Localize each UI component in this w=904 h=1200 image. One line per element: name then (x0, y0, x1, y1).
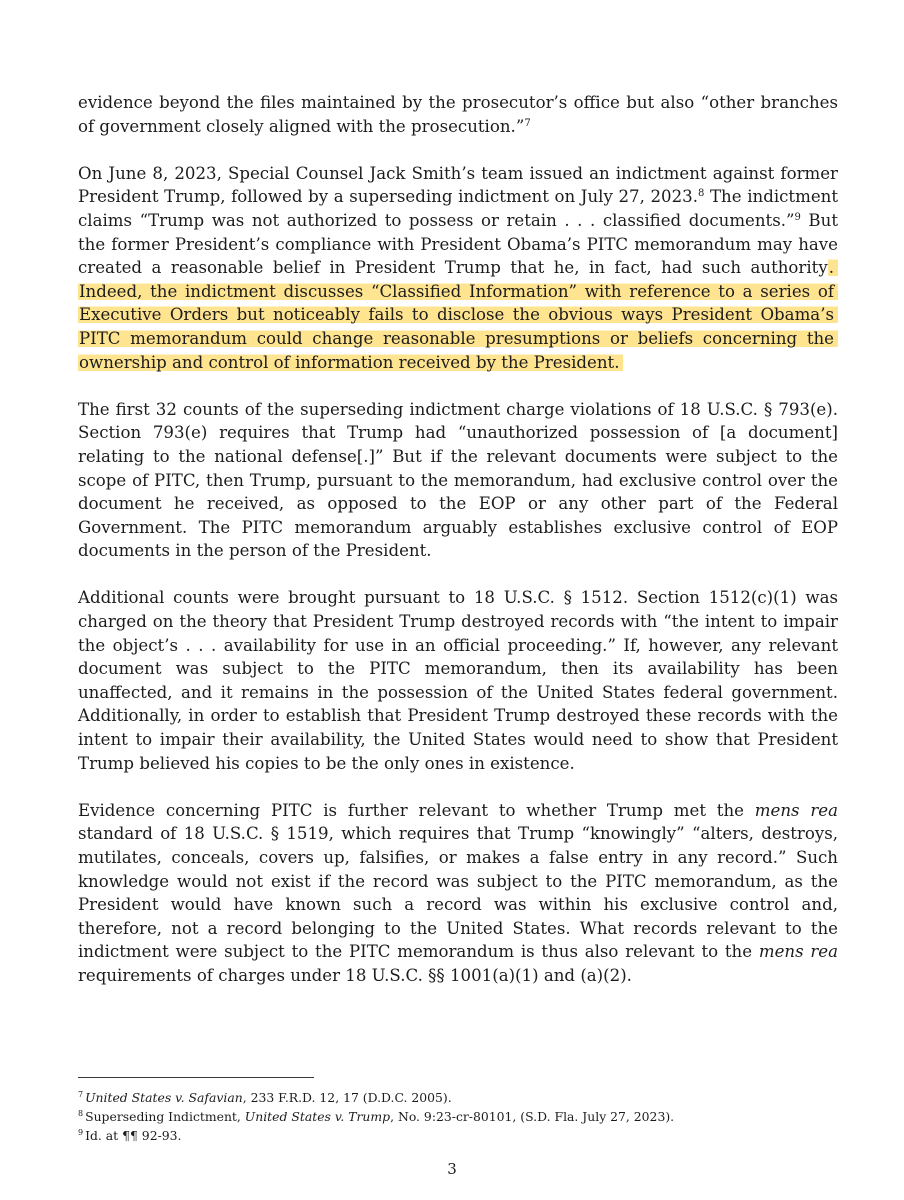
paragraph-text: The indictment claims “Trump was not authorized to possess or retain . . . classified documents.” (78, 187, 838, 230)
footnote-ref-7[interactable]: 7 (524, 117, 531, 129)
case-name: United States v. Trump (244, 1109, 391, 1124)
citation-text: , 233 F.R.D. 12, 17 (D.D.C. 2005). (242, 1090, 452, 1105)
paragraph-safavian-evidence (78, 91, 838, 138)
footnote-8 (78, 1107, 838, 1126)
highlighted-passage: . Indeed, the indictment discusses “Classified Information” with reference to a series of Executive Orders but noticeably fails to disclose the obvious ways President Obama’s PITC memorandum could change reasonable presumptions or beliefs concerning the ownership and control of information received by the President. (78, 258, 838, 371)
footnote-7 (78, 1088, 838, 1107)
document-page (78, 91, 838, 1011)
paragraph-text: Additional counts were brought pursuant to 18 U.S.C. § 1512. Section 1512(c)(1) was charged on the theory that President Trump destroyed records with “the intent to impair the object’s . . . availability for use in an official proceeding.” If, however, any relevant document was subject to the PITC memorandum, then its availability has been unaffected, and it remains in the possession of the United States federal government. Additionally, in order to establish that President Trump destroyed these records with the intent to impair their availability, the United States would need to show that President Trump believed his copies to be the only ones in existence. (78, 588, 838, 773)
footnote-9 (78, 1126, 838, 1145)
paragraph-text: standard of 18 U.S.C. § 1519, which requires that Trump “knowingly” “alters, destroys, mutilates, conceals, covers up, falsifies, or makes a false entry in any record.” Such knowledge would not exist if the record was subject to the PITC memorandum, as the President would have known such a record was within his exclusive control and, therefore, not a record belonging to the United States. What records relevant to the indictment were subject to the PITC memorandum is thus also relevant to the (78, 824, 838, 962)
case-name: United States v. Safavian (85, 1090, 243, 1105)
page-number: 3 (447, 1160, 457, 1178)
footnote-number: 7 (78, 1090, 84, 1099)
footnote-ref-8[interactable]: 8 (697, 188, 705, 200)
footnotes-section (78, 1077, 838, 1145)
footnote-ref-9[interactable]: 9 (794, 211, 801, 223)
paragraph-text: Evidence concerning PITC is further relevant to whether Trump met the (78, 800, 755, 820)
footnote-divider (78, 1077, 314, 1078)
paragraph-indictment (78, 162, 838, 374)
paragraph-text: requirements of charges under 18 U.S.C. §§ 1001(a)(1) and (a)(2). (78, 965, 632, 985)
paragraph-text: But the former President’s compliance with President Obama’s PITC memorandum may have created a reasonable belief in President Trump that he, in fact, had such authority (78, 210, 838, 278)
paragraph-section-1512 (78, 586, 838, 775)
paragraph-section-793e (78, 398, 838, 563)
paragraph-text: On June 8, 2023, Special Counsel Jack Smith’s team issued an indictment against former President Trump, followed by a superseding indictment on July 27, 2023. (78, 163, 838, 207)
footnote-number: 8 (78, 1109, 84, 1118)
paragraph-mens-rea (78, 799, 838, 988)
citation-text: Id. at ¶¶ 92-93. (85, 1128, 182, 1143)
citation-text: Superseding Indictment, (85, 1109, 245, 1124)
paragraph-text: The first 32 counts of the superseding indictment charge violations of 18 U.S.C. § 793(e). Section 793(e) requires that Trump had “unauthorized possession of [a document] relating to the national defense[.]” But if the relevant documents were subject to the scope of PITC, then Trump, pursuant to the memorandum, had exclusive control over the document he received, as opposed to the EOP or any other part of the Federal Government. The PITC memorandum arguably establishes exclusive control of EOP documents in the person of the President. (78, 399, 838, 561)
italic-term: mens rea (758, 942, 838, 962)
citation-text: , No. 9:23-cr-80101, (S.D. Fla. July 27, 2023). (390, 1109, 675, 1124)
paragraph-text: evidence beyond the files maintained by the prosecutor’s office but also “other branches of government closely aligned with the prosecution.” (78, 93, 838, 136)
footnote-number: 9 (78, 1128, 84, 1137)
italic-term: mens rea (754, 800, 838, 820)
